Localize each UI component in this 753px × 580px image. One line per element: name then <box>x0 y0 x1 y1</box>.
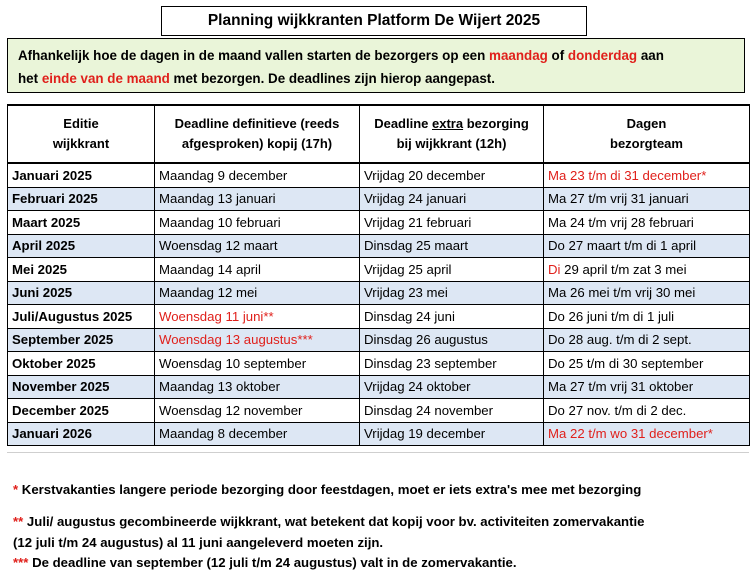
cell-edition: November 2025 <box>8 375 155 399</box>
table-row <box>8 211 750 235</box>
cell-edition: April 2025 <box>8 234 155 258</box>
cell-kopij-deadline: Maandag 14 april <box>155 258 360 282</box>
cell-kopij-deadline: Maandag 12 mei <box>155 281 360 305</box>
header-delivery-days: Dagen bezorgteam <box>544 105 750 163</box>
table-row <box>8 375 750 399</box>
cell-delivery-days: Di 29 april t/m zat 3 mei <box>544 258 750 282</box>
cell-extra-deadline: Vrijdag 21 februari <box>360 211 544 235</box>
header-extra-deadline: Deadline extra bezorging bij wijkkrant (12h) <box>360 105 544 163</box>
intro-maandag: maandag <box>489 48 548 63</box>
cell-delivery-days: Ma 26 mei t/m vrij 30 mei <box>544 281 750 305</box>
cell-kopij-deadline: Maandag 9 december <box>155 163 360 187</box>
header-kopij-deadline: Deadline definitieve (reeds afgesproken) kopij (17h) <box>155 105 360 163</box>
intro-aan: aan <box>637 48 664 63</box>
cell-extra-deadline: Dinsdag 24 juni <box>360 305 544 329</box>
table-row <box>8 258 750 282</box>
cell-edition: Oktober 2025 <box>8 352 155 376</box>
cell-extra-deadline: Dinsdag 26 augustus <box>360 328 544 352</box>
cell-delivery-days: Do 25 t/m di 30 september <box>544 352 750 376</box>
table-row <box>8 234 750 258</box>
cell-delivery-days: Do 26 juni t/m di 1 juli <box>544 305 750 329</box>
cell-edition: September 2025 <box>8 328 155 352</box>
cell-extra-deadline: Vrijdag 20 december <box>360 163 544 187</box>
cell-edition: Mei 2025 <box>8 258 155 282</box>
intro-line2-post: met bezorgen. De deadlines zijn hierop aangepast. <box>169 71 495 86</box>
cell-delivery-days: Ma 23 t/m di 31 december* <box>544 163 750 187</box>
cell-edition: Juli/Augustus 2025 <box>8 305 155 329</box>
cell-extra-deadline: Dinsdag 25 maart <box>360 234 544 258</box>
footnote-1: * Kerstvakanties langere periode bezorging door feestdagen, moet er iets extra's mee met bezorging <box>13 482 642 497</box>
intro-of: of <box>547 48 568 63</box>
cell-delivery-days: Ma 22 t/m wo 31 december* <box>544 422 750 446</box>
page-title: Planning wijkkranten Platform De Wijert 2025 <box>161 6 587 36</box>
cell-extra-deadline: Dinsdag 23 september <box>360 352 544 376</box>
header-edition: Editie wijkkrant <box>8 105 155 163</box>
table-row <box>8 163 750 187</box>
footnote-2: ** Juli/ augustus gecombineerde wijkkrant, wat betekent dat kopij voor bv. activiteiten zomervakantie <box>13 514 645 529</box>
cell-delivery-days: Do 27 nov. t/m di 2 dec. <box>544 399 750 423</box>
planning-table <box>7 104 750 446</box>
cell-kopij-deadline: Woensdag 12 maart <box>155 234 360 258</box>
cell-kopij-deadline: Woensdag 10 september <box>155 352 360 376</box>
footnote-2-line2: (12 juli t/m 24 augustus) al 11 juni aangeleverd moeten zijn. <box>13 535 384 550</box>
table-row <box>8 352 750 376</box>
cell-kopij-deadline: Maandag 8 december <box>155 422 360 446</box>
cell-delivery-days: Ma 27 t/m vrij 31 oktober <box>544 375 750 399</box>
intro-einde: einde van de maand <box>41 71 170 86</box>
cell-delivery-days: Ma 27 t/m vrij 31 januari <box>544 187 750 211</box>
footnotes <box>7 452 749 577</box>
cell-edition: Maart 2025 <box>8 211 155 235</box>
table-row <box>8 187 750 211</box>
cell-kopij-deadline: Woensdag 11 juni** <box>155 305 360 329</box>
cell-edition: December 2025 <box>8 399 155 423</box>
cell-edition: Januari 2025 <box>8 163 155 187</box>
intro-donderdag: donderdag <box>567 48 638 63</box>
cell-kopij-deadline: Maandag 13 januari <box>155 187 360 211</box>
table-row <box>8 399 750 423</box>
cell-edition: Januari 2026 <box>8 422 155 446</box>
table-header-row <box>8 105 750 163</box>
table-row <box>8 328 750 352</box>
table-row <box>8 422 750 446</box>
cell-extra-deadline: Vrijdag 24 oktober <box>360 375 544 399</box>
cell-extra-deadline: Vrijdag 23 mei <box>360 281 544 305</box>
table-row <box>8 305 750 329</box>
cell-extra-deadline: Vrijdag 19 december <box>360 422 544 446</box>
table-row <box>8 281 750 305</box>
cell-edition: Februari 2025 <box>8 187 155 211</box>
cell-kopij-deadline: Woensdag 13 augustus*** <box>155 328 360 352</box>
cell-extra-deadline: Vrijdag 25 april <box>360 258 544 282</box>
intro-line2-pre: het <box>18 71 42 86</box>
cell-extra-deadline: Dinsdag 24 november <box>360 399 544 423</box>
cell-delivery-days: Do 27 maart t/m di 1 april <box>544 234 750 258</box>
intro-text <box>7 38 745 93</box>
intro-part1: Afhankelijk hoe de dagen in de maand vallen starten de bezorgers op een <box>18 48 490 63</box>
footnote-3: *** De deadline van september (12 juli t/m 24 augustus) valt in de zomervakantie. <box>13 555 517 570</box>
cell-delivery-days: Ma 24 t/m vrij 28 februari <box>544 211 750 235</box>
cell-delivery-days: Do 28 aug. t/m di 2 sept. <box>544 328 750 352</box>
cell-kopij-deadline: Woensdag 12 november <box>155 399 360 423</box>
cell-extra-deadline: Vrijdag 24 januari <box>360 187 544 211</box>
cell-edition: Juni 2025 <box>8 281 155 305</box>
cell-kopij-deadline: Maandag 10 februari <box>155 211 360 235</box>
cell-kopij-deadline: Maandag 13 oktober <box>155 375 360 399</box>
